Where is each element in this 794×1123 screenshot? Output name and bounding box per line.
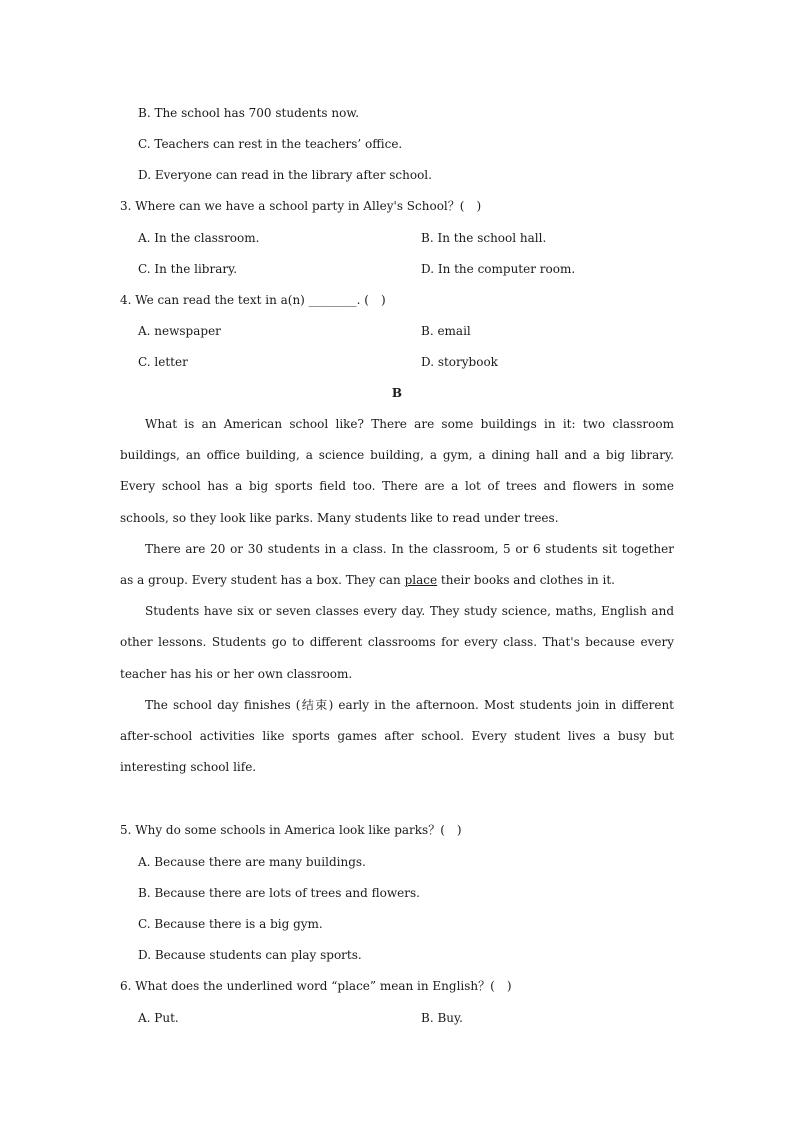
passage-paragraph-2 [120, 534, 674, 596]
passage-b [120, 409, 674, 783]
q2-option-c: C. Teachers can rest in the teachers’ office. [138, 137, 403, 151]
q5-stem: 5. Why do some schools in America look like parks？( ) [120, 823, 462, 837]
paragraph-2-text-after: their books and clothes in it. [437, 573, 615, 588]
q5-option-b: B. Because there are lots of trees and flowers. [138, 886, 420, 900]
q3-option-b: B. In the school hall. [421, 231, 547, 245]
section-b-title: B [391, 386, 403, 400]
q6-stem: 6. What does the underlined word “place” mean in English？( ) [120, 979, 512, 993]
q3-option-d: D. In the computer room. [421, 262, 576, 276]
q4-option-d: D. storybook [421, 355, 498, 369]
passage-paragraph-4: The school day finishes (结束) early in the afternoon. Most students join in different after-school activities like sports games after school. Every student lives a busy but interesting school life. [120, 697, 674, 775]
q3-stem: 3. Where can we have a school party in Alley's School？( ) [120, 199, 482, 213]
q3-option-c: C. In the library. [138, 262, 238, 276]
passage-paragraph-3: Students have six or seven classes every day. They study science, maths, English and other lessons. Students go to different classrooms for every class. That's because every teacher has his or her own classroom. [120, 604, 674, 681]
q4-stem: 4. We can read the text in a(n) ________. ( ) [120, 293, 386, 307]
q2-option-d: D. Everyone can read in the library after school. [138, 168, 432, 182]
q5-option-c: C. Because there is a big gym. [138, 917, 323, 931]
q3-option-a: A. In the classroom. [138, 231, 260, 245]
q5-option-a: A. Because there are many buildings. [138, 855, 366, 869]
passage-paragraph-1: What is an American school like? There are some buildings in it: two classroom buildings, an office building, a science building, a gym, a dining hall and a big library. Every school has a big sports field too. There are a lot of trees and flowers in some schools, so they look like parks. Many students like to read under trees. [120, 417, 674, 525]
q2-option-b: B. The school has 700 students now. [138, 106, 360, 120]
q6-option-b: B. Buy. [421, 1011, 463, 1025]
q5-option-d: D. Because students can play sports. [138, 948, 362, 962]
q6-option-a: A. Put. [138, 1011, 179, 1025]
underlined-word-place: place [404, 573, 438, 588]
paragraph-2-text-before: There are 20 or 30 students in a class. In the classroom, 5 or 6 students sit together as a group. Every student has a box. They can [120, 541, 674, 588]
q4-option-b: B. email [421, 324, 471, 338]
q4-option-a: A. newspaper [138, 324, 221, 338]
q4-option-c: C. letter [138, 355, 188, 369]
